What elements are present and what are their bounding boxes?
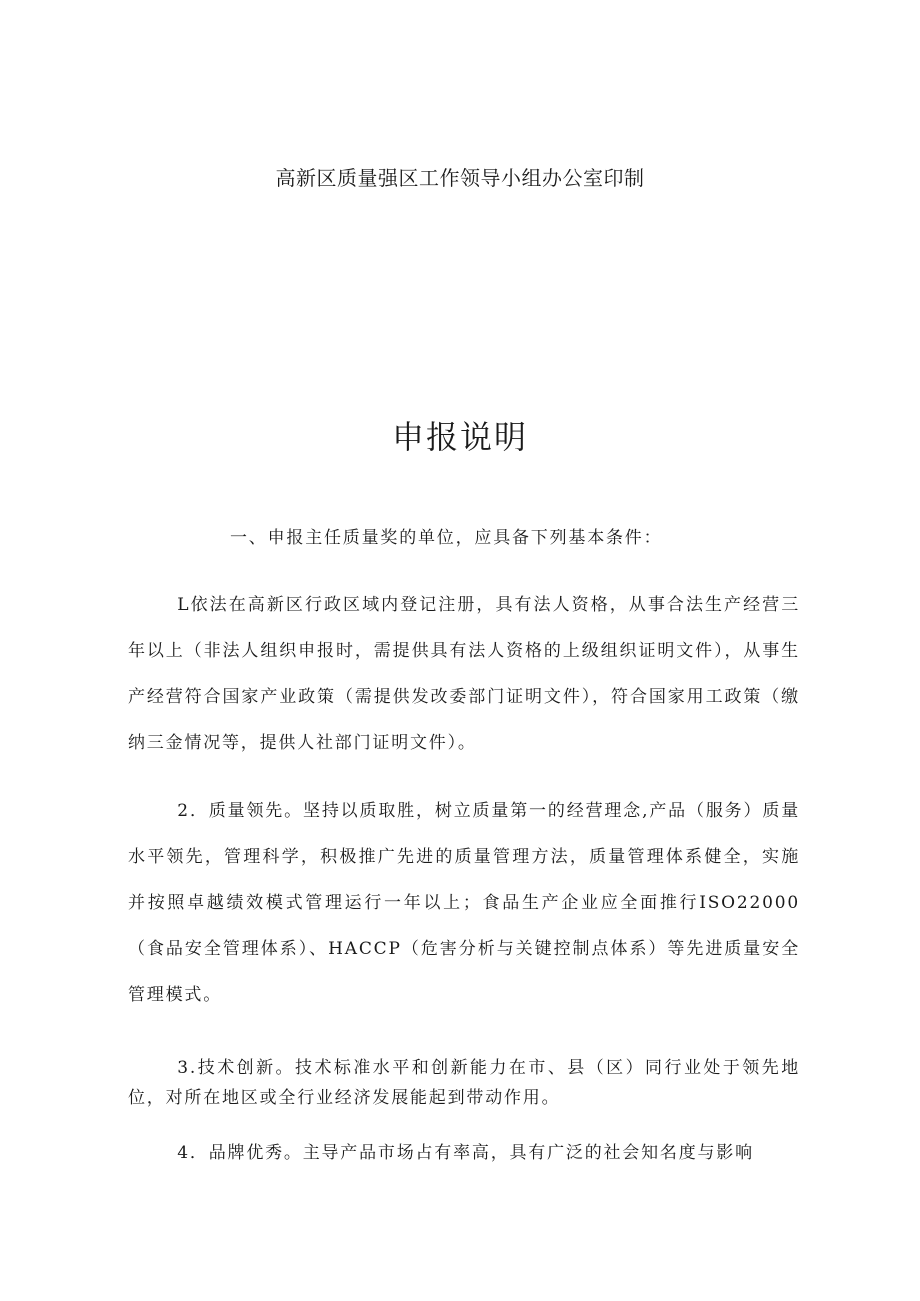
condition-item-4: 4．品牌优秀。主导产品市场占有率高，具有广泛的社会知名度与影响 bbox=[177, 1143, 754, 1163]
condition-item-3: 3.技术创新。技术标准水平和创新能力在市、县（区）同行业处于领先地位，对所在地区或全行业经济发展能起到带动作用。 bbox=[128, 1058, 800, 1108]
condition-item-1: L依法在高新区行政区域内登记注册，具有法人资格，从事合法生产经营三年以上（非法人组织申报时，需提供具有法人资格的上级组织证明文件），从事生产经营符合国家产业政策（需提供发改委部门证明文件），符合国家用工政策（缴纳三金情况等，提供人社部门证明文件）。 bbox=[128, 595, 800, 753]
issuer-line: 高新区质量强区工作领导小组办公室印制 bbox=[275, 166, 645, 190]
condition-item-2: 2．质量领先。坚持以质取胜，树立质量第一的经营理念,产品（服务）质量水平领先，管理科学，积极推广先进的质量管理方法，质量管理体系健全，实施并按照卓越绩效模式管理运行一年以上；食品生产企业应全面推行ISO22000（食品安全管理体系）、HACCP（危害分析与关键控制点体系）等先进质量安全管理模式。 bbox=[128, 801, 800, 1005]
page-title: 申报说明 bbox=[391, 418, 528, 456]
intro-paragraph: 一、申报主任质量奖的单位，应具备下列基本条件： bbox=[230, 528, 663, 548]
